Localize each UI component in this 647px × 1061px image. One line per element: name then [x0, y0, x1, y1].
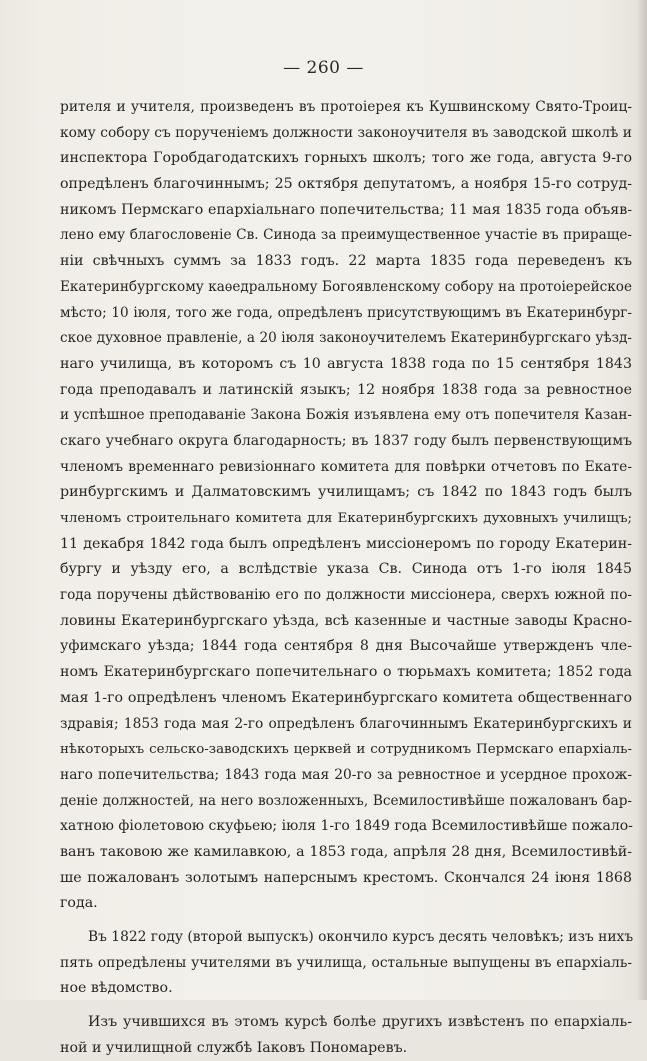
text-line: здравія; 1853 года мая 2-го опредѣленъ благочиннымъ Екатеринбургскихъ и: [60, 715, 632, 732]
text-line: мѣсто; 10 іюля, того же года, опредѣленъ присутствующимъ въ Екатеринбург-: [60, 304, 632, 321]
text-line: членомъ строительнаго комитета для Екатеринбургскихъ духовныхъ училищъ;: [60, 511, 632, 526]
text-line: рителя и учителя, произведенъ въ протоіерея къ Кушвинскому Свято-Троиц-: [60, 99, 632, 115]
text-line: пять опредѣлены учителями въ училища, остальные выпущены въ епархіаль-: [60, 954, 632, 971]
text-line: ловины Екатеринбургскаго уѣзда, всѣ казенные и частные заводы Красно-: [60, 612, 632, 629]
text-line: года.: [60, 895, 98, 912]
text-line: мая 1-го опредѣленъ членомъ Екатеринбургскаго комитета общественнаго: [60, 689, 632, 706]
text-line: 11 декабря 1842 года былъ опредѣленъ миссіонеромъ по городу Екатерин-: [60, 535, 632, 552]
text-line: деніе должностей, на него возложенныхъ, Всемилостивѣйше пожалованъ бар-: [60, 792, 632, 809]
text-line: Екатеринбургскому каѳедральному Богоявленскому собору на протоіерейское: [60, 278, 632, 295]
text-line: уфимскаго уѣзда; 1844 года сентября 8 дня Высочайше утвержденъ чле-: [60, 638, 632, 655]
text-line: ной и училищной службѣ Іаковъ Пономаревъ.: [60, 1039, 408, 1056]
text-line: наго попечительства; 1843 года мая 20-го за ревностное и усердное прохож-: [60, 766, 632, 783]
text-line: кому собору съ порученіемъ должности законоучителя въ заводской школѣ и: [60, 124, 632, 141]
text-line: никомъ Пермскаго епархіальнаго попечительства; 11 мая 1835 года объяв-: [60, 201, 632, 218]
scan-edge-shadow: [637, 0, 647, 1000]
text-line: инспектора Горобдагодатскихъ горныхъ школъ; того же года, августа 9-го: [60, 150, 632, 167]
text-line: наго училища, въ которомъ съ 10 августа 1838 года по 15 сентября 1843: [60, 355, 632, 372]
text-line: хатною фіолетовою скуфьею; іюля 1-го 1849 года Всемилостивѣйше пожало-: [60, 818, 633, 835]
text-line: года преподавалъ и латинскій языкъ; 12 ноября 1838 года за ревностное: [60, 381, 632, 398]
text-line: членомъ временнаго ревизіоннаго комитета для повѣрки отчетовъ по Екате-: [60, 458, 632, 475]
text-line: ніи свѣчныхъ суммъ за 1833 годъ. 22 марта 1835 года переведенъ къ: [60, 253, 632, 270]
text-line: года поручены дѣйствованію его по должности миссіонера, сверхъ южной по-: [60, 587, 632, 604]
paragraph-notable-student: [60, 1010, 632, 1061]
paragraph-biography: [60, 95, 632, 917]
page-number: — 260 —: [283, 58, 364, 78]
page-text: [60, 95, 632, 1061]
text-line: ше пожалованъ золотымъ наперснымъ крестомъ. Скончался 24 іюня 1868: [60, 869, 632, 886]
text-line: ское духовное правленіе, а 20 іюля законоучителемъ Екатеринбургскаго уѣзд-: [60, 330, 632, 347]
text-line: ванъ таковою же камилавкою, а 1853 года, апрѣля 28 дня, Всемилостивѣй-: [60, 843, 632, 860]
text-line: Изъ учившихся въ этомъ курсѣ болѣе другихъ извѣстенъ по епархіаль-: [88, 1014, 632, 1031]
text-line: бургу и уѣзду его, а вслѣдствіе указа Св. Синода отъ 1-го іюля 1845: [60, 561, 632, 578]
text-line: ринбургскимъ и Далматовскимъ училищамъ; съ 1842 по 1843 годъ былъ: [60, 484, 632, 501]
text-line: Въ 1822 году (второй выпускъ) окончило курсъ десять человѣкъ; изъ нихъ: [88, 929, 634, 945]
text-line: нѣкоторыхъ сельско-заводскихъ церквей и сотрудникомъ Пермскаго епархіаль-: [60, 742, 632, 758]
text-line: номъ Екатеринбургскаго попечительнаго о тюрьмахъ комитета; 1852 года: [60, 664, 632, 681]
paragraph-gap: [60, 1002, 632, 1010]
text-line: ное вѣдомство.: [60, 980, 173, 997]
paragraph-second-graduation: [60, 925, 632, 1002]
text-line: лено ему благословеніе Св. Синода за преимущественное участіе въ приращe-: [60, 227, 632, 244]
text-line: скаго учебнаго округа благодарность; въ 1837 году былъ первенствующимъ: [60, 432, 632, 449]
text-line: и успѣшное преподаваніе Закона Божія изъявлена ему отъ попечителя Казан-: [60, 407, 632, 424]
paragraph-gap: [60, 917, 632, 925]
text-line: опредѣленъ благочиннымъ; 25 октября депутатомъ, а ноября 15-го сотруд-: [60, 176, 632, 193]
